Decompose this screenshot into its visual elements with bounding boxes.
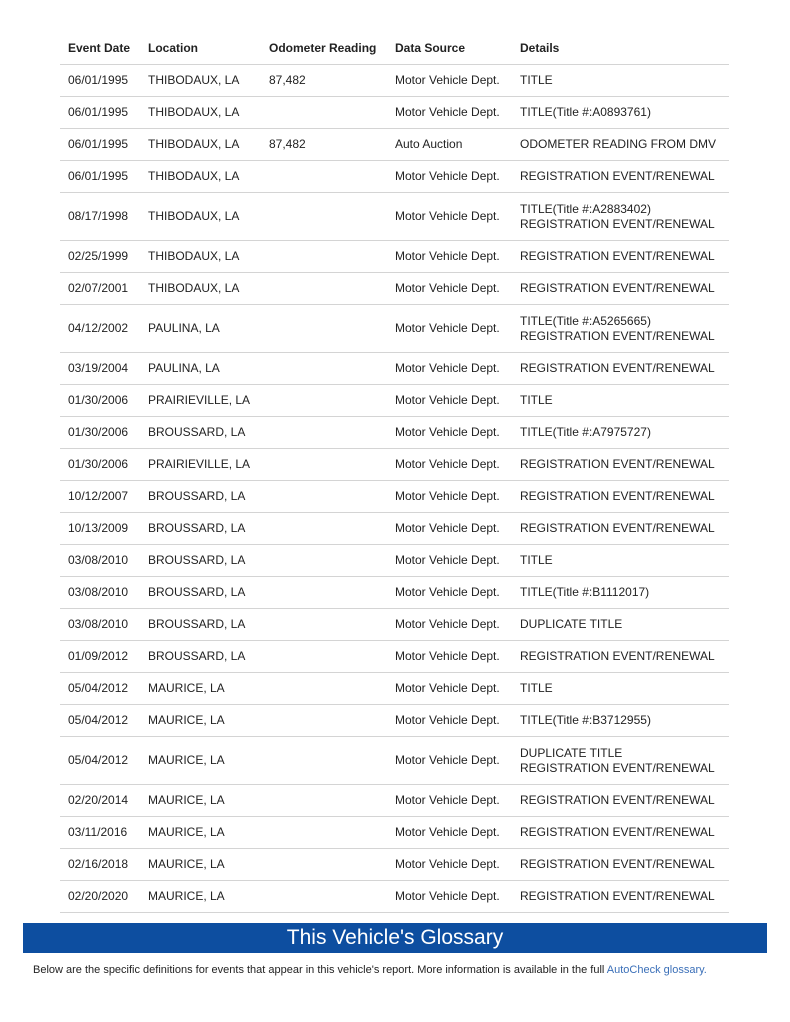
data-source-cell: Motor Vehicle Dept.	[387, 641, 512, 673]
event-date-cell: 03/08/2010	[60, 609, 140, 641]
event-date-cell: 06/01/1995	[60, 65, 140, 97]
details-cell	[512, 161, 729, 193]
detail-line: REGISTRATION EVENT/RENEWAL	[520, 649, 715, 663]
table-row	[60, 881, 729, 913]
vehicle-history-table	[60, 32, 729, 913]
event-date-cell: 05/04/2012	[60, 673, 140, 705]
data-source-cell: Motor Vehicle Dept.	[387, 705, 512, 737]
data-source-cell: Motor Vehicle Dept.	[387, 417, 512, 449]
location-cell: THIBODAUX, LA	[140, 161, 261, 193]
event-date-cell: 02/07/2001	[60, 273, 140, 305]
glossary-banner	[23, 923, 767, 953]
details-cell	[512, 417, 729, 449]
details-cell	[512, 705, 729, 737]
odometer-reading-cell	[261, 609, 387, 641]
event-date-cell: 10/12/2007	[60, 481, 140, 513]
event-date-cell: 02/16/2018	[60, 849, 140, 881]
detail-line: TITLE(Title #:A5265665)	[520, 313, 651, 328]
odometer-reading-cell	[261, 785, 387, 817]
header-data-source: Data Source	[387, 32, 512, 65]
location-cell: MAURICE, LA	[140, 849, 261, 881]
event-date-cell: 05/04/2012	[60, 705, 140, 737]
detail-line: TITLE(Title #:B1112017)	[520, 585, 650, 599]
location-cell: MAURICE, LA	[140, 737, 261, 785]
data-source-cell: Motor Vehicle Dept.	[387, 353, 512, 385]
detail-line: REGISTRATION EVENT/RENEWAL	[520, 760, 715, 775]
table-row	[60, 577, 729, 609]
details-cell	[512, 513, 729, 545]
table-header-row	[60, 32, 729, 65]
detail-line: TITLE	[520, 553, 553, 567]
event-date-cell: 03/19/2004	[60, 353, 140, 385]
odometer-reading-cell	[261, 241, 387, 273]
odometer-reading-cell	[261, 849, 387, 881]
detail-line: TITLE(Title #:A0893761)	[520, 105, 651, 119]
detail-line: TITLE(Title #:A7975727)	[520, 425, 651, 439]
detail-line: ODOMETER READING FROM DMV	[520, 137, 717, 151]
autocheck-glossary-link[interactable]: AutoCheck glossary.	[606, 964, 707, 976]
location-cell: THIBODAUX, LA	[140, 97, 261, 129]
header-odometer-reading: Odometer Reading	[261, 32, 387, 65]
odometer-reading-cell	[261, 161, 387, 193]
location-cell: BROUSSARD, LA	[140, 417, 261, 449]
odometer-reading-cell	[261, 193, 387, 241]
location-cell: MAURICE, LA	[140, 881, 261, 913]
location-cell: BROUSSARD, LA	[140, 513, 261, 545]
location-cell: MAURICE, LA	[140, 705, 261, 737]
location-cell: BROUSSARD, LA	[140, 577, 261, 609]
location-cell: MAURICE, LA	[140, 817, 261, 849]
event-date-cell: 02/20/2014	[60, 785, 140, 817]
event-date-cell: 06/01/1995	[60, 129, 140, 161]
odometer-reading-cell	[261, 385, 387, 417]
detail-line: REGISTRATION EVENT/RENEWAL	[520, 825, 715, 839]
odometer-reading-cell	[261, 881, 387, 913]
details-cell	[512, 129, 729, 161]
odometer-reading-cell	[261, 305, 387, 353]
location-cell: THIBODAUX, LA	[140, 129, 261, 161]
odometer-reading-cell	[261, 353, 387, 385]
location-cell: BROUSSARD, LA	[140, 481, 261, 513]
odometer-reading-cell	[261, 545, 387, 577]
table-body	[60, 65, 729, 913]
details-cell	[512, 881, 729, 913]
odometer-reading-cell	[261, 513, 387, 545]
glossary-intro	[33, 964, 773, 976]
details-cell	[512, 737, 729, 785]
event-date-cell: 03/08/2010	[60, 577, 140, 609]
event-date-cell: 01/30/2006	[60, 385, 140, 417]
table-row	[60, 241, 729, 273]
event-date-cell: 02/25/1999	[60, 241, 140, 273]
table-row	[60, 65, 729, 97]
data-source-cell: Motor Vehicle Dept.	[387, 545, 512, 577]
table-row	[60, 609, 729, 641]
table-row	[60, 97, 729, 129]
details-cell	[512, 817, 729, 849]
table-row	[60, 737, 729, 785]
event-date-cell: 03/11/2016	[60, 817, 140, 849]
location-cell: PAULINA, LA	[140, 305, 261, 353]
table-row	[60, 161, 729, 193]
odometer-reading-cell	[261, 737, 387, 785]
details-cell	[512, 641, 729, 673]
event-date-cell: 01/09/2012	[60, 641, 140, 673]
detail-line: REGISTRATION EVENT/RENEWAL	[520, 281, 715, 295]
detail-line: TITLE(Title #:B3712955)	[520, 713, 651, 727]
detail-line: DUPLICATE TITLE	[520, 617, 623, 631]
odometer-reading-cell	[261, 97, 387, 129]
data-source-cell: Motor Vehicle Dept.	[387, 817, 512, 849]
event-date-cell: 01/30/2006	[60, 449, 140, 481]
table-row	[60, 641, 729, 673]
data-source-cell: Motor Vehicle Dept.	[387, 673, 512, 705]
details-cell	[512, 577, 729, 609]
details-cell	[512, 305, 729, 353]
odometer-reading-cell	[261, 577, 387, 609]
event-date-cell: 02/20/2020	[60, 881, 140, 913]
location-cell: THIBODAUX, LA	[140, 273, 261, 305]
details-cell	[512, 353, 729, 385]
details-cell	[512, 449, 729, 481]
odometer-reading-cell: 87,482	[261, 129, 387, 161]
detail-line: REGISTRATION EVENT/RENEWAL	[520, 489, 715, 503]
odometer-reading-cell	[261, 449, 387, 481]
data-source-cell: Motor Vehicle Dept.	[387, 737, 512, 785]
event-date-cell: 04/12/2002	[60, 305, 140, 353]
event-date-cell: 06/01/1995	[60, 161, 140, 193]
glossary-title: This Vehicle's Glossary	[286, 926, 504, 949]
data-source-cell: Motor Vehicle Dept.	[387, 449, 512, 481]
details-cell	[512, 193, 729, 241]
table-row	[60, 129, 729, 161]
table-row	[60, 353, 729, 385]
location-cell: BROUSSARD, LA	[140, 545, 261, 577]
detail-line: REGISTRATION EVENT/RENEWAL	[520, 889, 715, 903]
table-row	[60, 305, 729, 353]
header-location: Location	[140, 32, 261, 65]
location-cell: THIBODAUX, LA	[140, 193, 261, 241]
odometer-reading-cell	[261, 417, 387, 449]
header-event-date: Event Date	[60, 32, 140, 65]
event-date-cell: 01/30/2006	[60, 417, 140, 449]
details-cell	[512, 673, 729, 705]
location-cell: BROUSSARD, LA	[140, 641, 261, 673]
detail-line: TITLE	[520, 681, 553, 695]
detail-line: TITLE	[520, 73, 553, 87]
detail-line: REGISTRATION EVENT/RENEWAL	[520, 521, 715, 535]
data-source-cell: Motor Vehicle Dept.	[387, 785, 512, 817]
data-source-cell: Motor Vehicle Dept.	[387, 65, 512, 97]
table-row	[60, 273, 729, 305]
glossary-intro-text: Below are the specific definitions for events that appear in this vehicle's report. More information is available in the full	[33, 964, 607, 976]
data-source-cell: Motor Vehicle Dept.	[387, 97, 512, 129]
details-cell	[512, 849, 729, 881]
location-cell: THIBODAUX, LA	[140, 65, 261, 97]
location-cell: PAULINA, LA	[140, 353, 261, 385]
odometer-reading-cell	[261, 817, 387, 849]
odometer-reading-cell	[261, 641, 387, 673]
event-date-cell: 05/04/2012	[60, 737, 140, 785]
table-row	[60, 817, 729, 849]
table-row	[60, 449, 729, 481]
detail-line: TITLE	[520, 393, 553, 407]
detail-line: REGISTRATION EVENT/RENEWAL	[520, 457, 715, 471]
table-row	[60, 193, 729, 241]
table-row	[60, 481, 729, 513]
data-source-cell: Motor Vehicle Dept.	[387, 241, 512, 273]
detail-line: REGISTRATION EVENT/RENEWAL	[520, 857, 715, 871]
details-cell	[512, 481, 729, 513]
details-cell	[512, 65, 729, 97]
table-row	[60, 673, 729, 705]
data-source-cell: Motor Vehicle Dept.	[387, 385, 512, 417]
odometer-reading-cell	[261, 705, 387, 737]
location-cell: MAURICE, LA	[140, 785, 261, 817]
data-source-cell: Motor Vehicle Dept.	[387, 881, 512, 913]
header-details: Details	[512, 32, 729, 65]
data-source-cell: Motor Vehicle Dept.	[387, 481, 512, 513]
detail-line: REGISTRATION EVENT/RENEWAL	[520, 328, 715, 343]
data-source-cell: Motor Vehicle Dept.	[387, 305, 512, 353]
table-row	[60, 417, 729, 449]
event-date-cell: 10/13/2009	[60, 513, 140, 545]
location-cell: PRAIRIEVILLE, LA	[140, 449, 261, 481]
detail-line: REGISTRATION EVENT/RENEWAL	[520, 793, 715, 807]
data-source-cell: Motor Vehicle Dept.	[387, 849, 512, 881]
location-cell: MAURICE, LA	[140, 673, 261, 705]
location-cell: PRAIRIEVILLE, LA	[140, 385, 261, 417]
details-cell	[512, 385, 729, 417]
odometer-reading-cell	[261, 481, 387, 513]
odometer-reading-cell: 87,482	[261, 65, 387, 97]
odometer-reading-cell	[261, 273, 387, 305]
data-source-cell: Motor Vehicle Dept.	[387, 273, 512, 305]
table-row	[60, 513, 729, 545]
odometer-reading-cell	[261, 673, 387, 705]
details-cell	[512, 609, 729, 641]
event-date-cell: 08/17/1998	[60, 193, 140, 241]
data-source-cell: Motor Vehicle Dept.	[387, 609, 512, 641]
location-cell: THIBODAUX, LA	[140, 241, 261, 273]
table-row	[60, 545, 729, 577]
data-source-cell: Motor Vehicle Dept.	[387, 161, 512, 193]
data-source-cell: Motor Vehicle Dept.	[387, 577, 512, 609]
data-source-cell: Auto Auction	[387, 129, 512, 161]
table-row	[60, 849, 729, 881]
detail-line: REGISTRATION EVENT/RENEWAL	[520, 169, 715, 183]
table-row	[60, 785, 729, 817]
details-cell	[512, 785, 729, 817]
data-source-cell: Motor Vehicle Dept.	[387, 193, 512, 241]
detail-line: REGISTRATION EVENT/RENEWAL	[520, 249, 715, 263]
location-cell: BROUSSARD, LA	[140, 609, 261, 641]
details-cell	[512, 545, 729, 577]
detail-line: DUPLICATE TITLE	[520, 745, 623, 760]
table-row	[60, 385, 729, 417]
detail-line: TITLE(Title #:A2883402)	[520, 201, 651, 216]
table-row	[60, 705, 729, 737]
details-cell	[512, 241, 729, 273]
detail-line: REGISTRATION EVENT/RENEWAL	[520, 216, 715, 231]
details-cell	[512, 273, 729, 305]
data-source-cell: Motor Vehicle Dept.	[387, 513, 512, 545]
detail-line: REGISTRATION EVENT/RENEWAL	[520, 361, 715, 375]
details-cell	[512, 97, 729, 129]
event-date-cell: 03/08/2010	[60, 545, 140, 577]
event-date-cell: 06/01/1995	[60, 97, 140, 129]
